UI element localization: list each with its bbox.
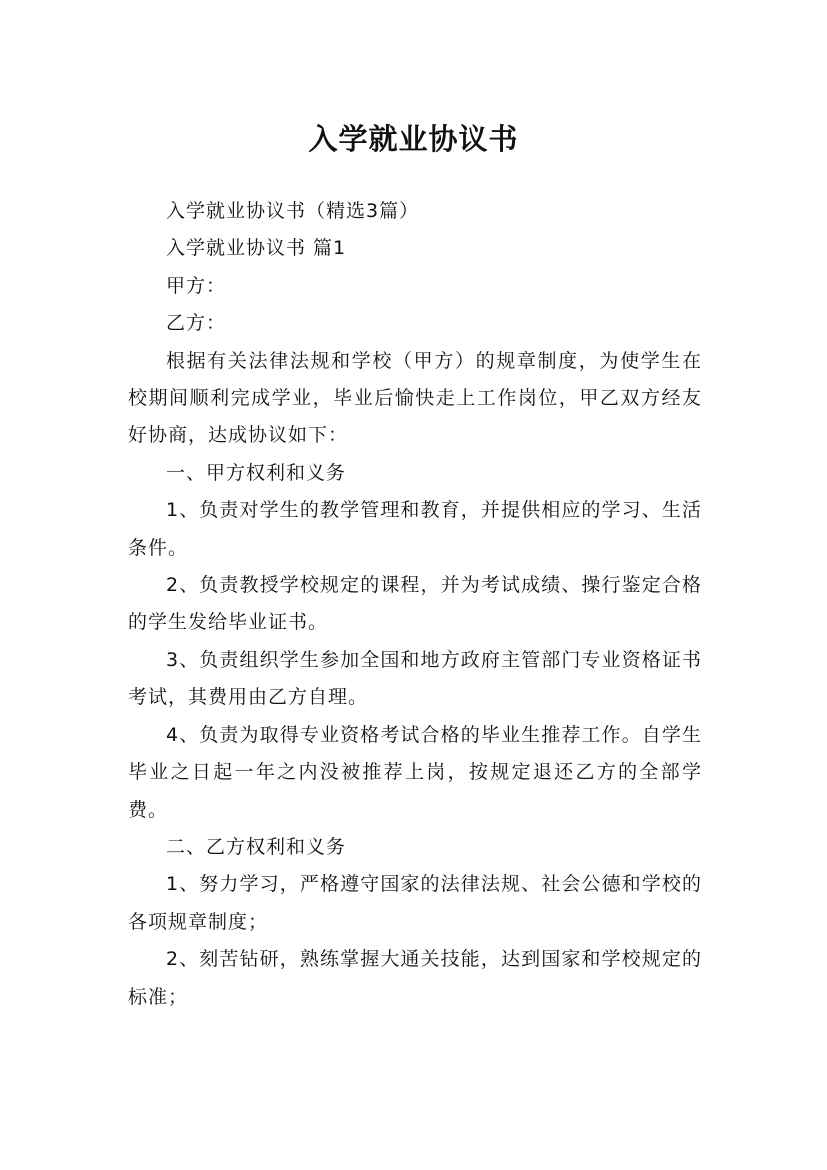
paragraph-section-heading: 入学就业协议书 篇1: [166, 237, 347, 260]
paragraph-subtitle: 入学就业协议书（精选3篇）: [166, 200, 420, 222]
paragraph-party-b-item-2: 2、刻苦钻研，熟练掌握大通关技能，达到国家和学校规定的标准；: [128, 948, 702, 1008]
document-title: 入学就业协议书: [308, 122, 519, 157]
paragraph-heading-party-a-duties: 一、甲方权利和义务: [166, 461, 347, 484]
paragraph-party-a-item-4: 4、负责为取得专业资格考试合格的毕业生推荐工作。自学生毕业之日起一年之内没被推荐上岗，按规定退还乙方的全部学费。: [128, 723, 702, 821]
paragraph-party-b-item-1: 1、努力学习，严格遵守国家的法律法规、社会公德和学校的各项规章制度；: [128, 873, 702, 933]
paragraph-party-a-item-3: 3、负责组织学生参加全国和地方政府主管部门专业资格证书考试，其费用由乙方自理。: [128, 648, 702, 709]
paragraph-party-a: 甲方：: [166, 274, 227, 297]
paragraph-preamble: 根据有关法律法规和学校（甲方）的规章制度，为使学生在校期间顺利完成学业，毕业后愉快走上工作岗位，甲乙双方经友好协商，达成协议如下：: [128, 349, 702, 447]
paragraph-party-b: 乙方：: [166, 312, 227, 335]
paragraph-party-a-item-1: 1、负责对学生的教学管理和教育，并提供相应的学习、生活条件。: [128, 499, 702, 559]
paragraph-heading-party-b-duties: 二、乙方权利和义务: [166, 835, 347, 858]
document-body: [128, 193, 702, 1016]
paragraph-party-a-item-2: 2、负责教授学校规定的课程，并为考试成绩、操行鉴定合格的学生发给毕业证书。: [128, 574, 702, 634]
